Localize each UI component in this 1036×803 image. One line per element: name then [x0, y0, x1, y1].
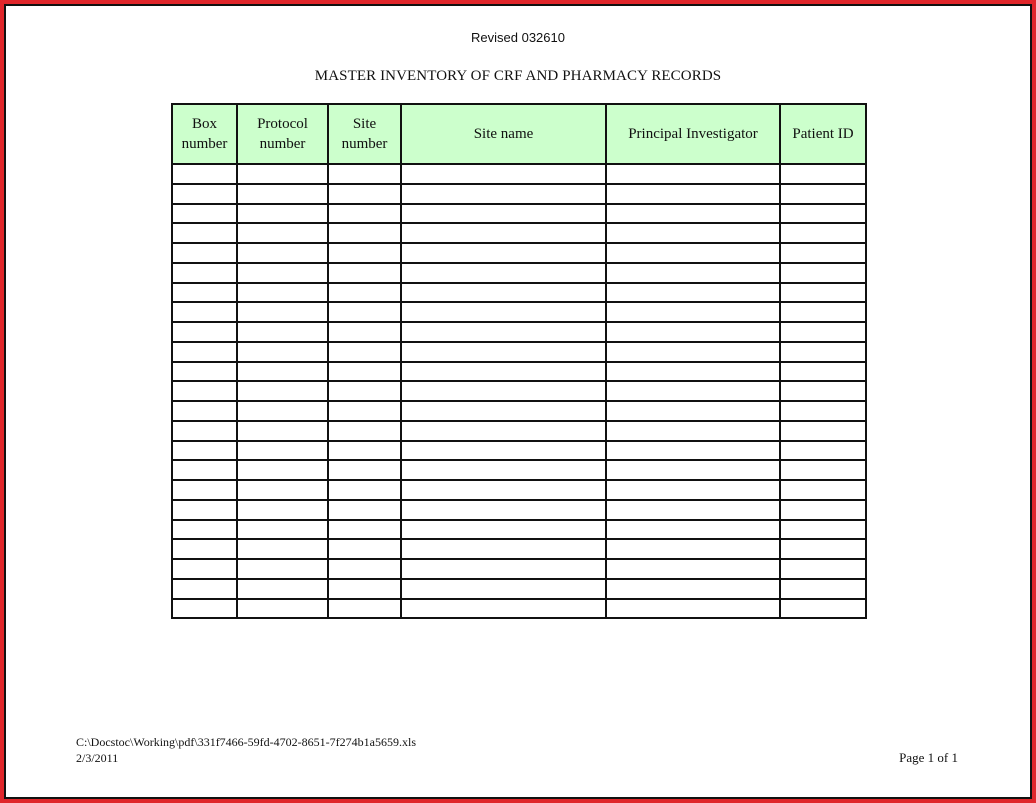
table-cell — [237, 342, 328, 362]
table-cell — [328, 204, 401, 224]
table-cell — [328, 223, 401, 243]
table-cell — [606, 184, 780, 204]
table-cell — [172, 164, 237, 184]
table-cell — [172, 421, 237, 441]
table-row — [172, 460, 866, 480]
table-cell — [401, 164, 606, 184]
table-cell — [237, 381, 328, 401]
table-cell — [780, 500, 866, 520]
table-cell — [237, 302, 328, 322]
table-cell — [606, 599, 780, 619]
table-cell — [606, 223, 780, 243]
table-cell — [606, 283, 780, 303]
table-cell — [606, 539, 780, 559]
table-cell — [172, 342, 237, 362]
header-protocol-number: Protocol number — [237, 104, 328, 164]
table-cell — [780, 559, 866, 579]
table-cell — [401, 204, 606, 224]
table-row — [172, 342, 866, 362]
table-cell — [606, 322, 780, 342]
table-cell — [172, 302, 237, 322]
table-cell — [328, 342, 401, 362]
table-row — [172, 263, 866, 283]
table-cell — [172, 460, 237, 480]
table-cell — [328, 283, 401, 303]
table-cell — [606, 243, 780, 263]
table-row — [172, 184, 866, 204]
table-cell — [780, 520, 866, 540]
table-cell — [780, 579, 866, 599]
table-cell — [237, 539, 328, 559]
table-cell — [606, 579, 780, 599]
table-cell — [401, 283, 606, 303]
page-number: Page 1 of 1 — [899, 750, 958, 765]
table-cell — [328, 322, 401, 342]
table-cell — [172, 579, 237, 599]
table-cell — [237, 184, 328, 204]
table-cell — [328, 539, 401, 559]
table-cell — [172, 559, 237, 579]
table-cell — [780, 599, 866, 619]
table-cell — [401, 243, 606, 263]
table-cell — [172, 599, 237, 619]
table-cell — [237, 500, 328, 520]
table-cell — [172, 263, 237, 283]
table-row — [172, 283, 866, 303]
table-row — [172, 204, 866, 224]
table-cell — [606, 441, 780, 461]
table-cell — [401, 401, 606, 421]
header-principal-investigator: Principal Investigator — [606, 104, 780, 164]
table-cell — [780, 204, 866, 224]
table-cell — [780, 184, 866, 204]
table-cell — [172, 223, 237, 243]
revision-label: Revised 032610 — [471, 30, 565, 45]
table-cell — [606, 362, 780, 382]
table-cell — [328, 243, 401, 263]
table-cell — [606, 204, 780, 224]
table-cell — [606, 342, 780, 362]
table-cell — [401, 362, 606, 382]
table-cell — [401, 559, 606, 579]
table-cell — [401, 480, 606, 500]
table-cell — [401, 381, 606, 401]
table-cell — [401, 460, 606, 480]
table-cell — [172, 362, 237, 382]
table-cell — [606, 302, 780, 322]
table-cell — [780, 362, 866, 382]
table-cell — [172, 401, 237, 421]
table-cell — [328, 480, 401, 500]
table-row — [172, 520, 866, 540]
table-cell — [237, 441, 328, 461]
table-cell — [172, 322, 237, 342]
table-cell — [780, 460, 866, 480]
table-cell — [401, 302, 606, 322]
table-cell — [328, 599, 401, 619]
table-cell — [780, 480, 866, 500]
table-cell — [237, 599, 328, 619]
table-cell — [237, 579, 328, 599]
table-cell — [328, 184, 401, 204]
header-site-name: Site name — [401, 104, 606, 164]
table-cell — [237, 362, 328, 382]
table-cell — [401, 223, 606, 243]
table-cell — [606, 500, 780, 520]
table-row — [172, 401, 866, 421]
header-site-number: Site number — [328, 104, 401, 164]
table-row — [172, 599, 866, 619]
inventory-table — [171, 103, 867, 619]
table-row — [172, 441, 866, 461]
table-row — [172, 302, 866, 322]
table-cell — [328, 421, 401, 441]
table-cell — [328, 460, 401, 480]
table-cell — [780, 302, 866, 322]
document-title: MASTER INVENTORY OF CRF AND PHARMACY RECORDS — [314, 68, 722, 84]
table-row — [172, 421, 866, 441]
table-cell — [237, 421, 328, 441]
table-cell — [172, 500, 237, 520]
table-cell — [172, 184, 237, 204]
table-cell — [237, 460, 328, 480]
table-row — [172, 223, 866, 243]
table-cell — [237, 322, 328, 342]
table-cell — [328, 263, 401, 283]
table-row — [172, 243, 866, 263]
table-cell — [328, 362, 401, 382]
table-row — [172, 500, 866, 520]
table-row — [172, 480, 866, 500]
table-cell — [780, 243, 866, 263]
table-cell — [172, 539, 237, 559]
table-row — [172, 322, 866, 342]
table-cell — [606, 381, 780, 401]
table-cell — [172, 243, 237, 263]
table-cell — [606, 480, 780, 500]
table-cell — [780, 381, 866, 401]
table-cell — [780, 342, 866, 362]
table-cell — [780, 401, 866, 421]
table-cell — [606, 520, 780, 540]
table-cell — [237, 401, 328, 421]
header-patient-id: Patient ID — [780, 104, 866, 164]
header-box-number: Box number — [172, 104, 237, 164]
table-cell — [172, 204, 237, 224]
table-cell — [401, 520, 606, 540]
table-cell — [237, 559, 328, 579]
table-cell — [401, 184, 606, 204]
table-cell — [401, 421, 606, 441]
table-cell — [780, 263, 866, 283]
table-row — [172, 559, 866, 579]
print-date: 2/3/2011 — [76, 751, 119, 765]
table-cell — [237, 204, 328, 224]
table-row — [172, 164, 866, 184]
table-cell — [237, 283, 328, 303]
table-cell — [237, 263, 328, 283]
table-cell — [606, 263, 780, 283]
table-row — [172, 381, 866, 401]
table-cell — [328, 579, 401, 599]
table-cell — [172, 520, 237, 540]
table-cell — [172, 480, 237, 500]
table-cell — [172, 441, 237, 461]
table-cell — [780, 539, 866, 559]
table-row — [172, 362, 866, 382]
table-cell — [606, 164, 780, 184]
table-cell — [606, 421, 780, 441]
table-cell — [237, 164, 328, 184]
table-cell — [780, 164, 866, 184]
table-cell — [401, 342, 606, 362]
table-cell — [780, 421, 866, 441]
table-cell — [606, 559, 780, 579]
table-body — [172, 164, 866, 618]
file-path: C:\Docstoc\Working\pdf\331f7466-59fd-4702-8651-7f274b1a5659.xls — [76, 735, 416, 749]
table-cell — [780, 283, 866, 303]
table-cell — [237, 520, 328, 540]
table-cell — [328, 164, 401, 184]
table-cell — [237, 480, 328, 500]
table-cell — [606, 460, 780, 480]
table-cell — [401, 263, 606, 283]
table-cell — [237, 243, 328, 263]
table-cell — [328, 441, 401, 461]
table-row — [172, 579, 866, 599]
table-cell — [401, 322, 606, 342]
table-cell — [606, 401, 780, 421]
table-cell — [780, 223, 866, 243]
table-cell — [401, 500, 606, 520]
table-cell — [328, 520, 401, 540]
table-cell — [328, 381, 401, 401]
table-cell — [172, 283, 237, 303]
table-cell — [780, 441, 866, 461]
table-cell — [401, 539, 606, 559]
table-cell — [401, 599, 606, 619]
table-cell — [401, 441, 606, 461]
table-cell — [401, 579, 606, 599]
table-row — [172, 539, 866, 559]
table-cell — [780, 322, 866, 342]
table-cell — [328, 500, 401, 520]
table-cell — [237, 223, 328, 243]
table-cell — [172, 381, 237, 401]
table-cell — [328, 302, 401, 322]
table-cell — [328, 559, 401, 579]
table-cell — [328, 401, 401, 421]
header-row — [172, 104, 866, 164]
